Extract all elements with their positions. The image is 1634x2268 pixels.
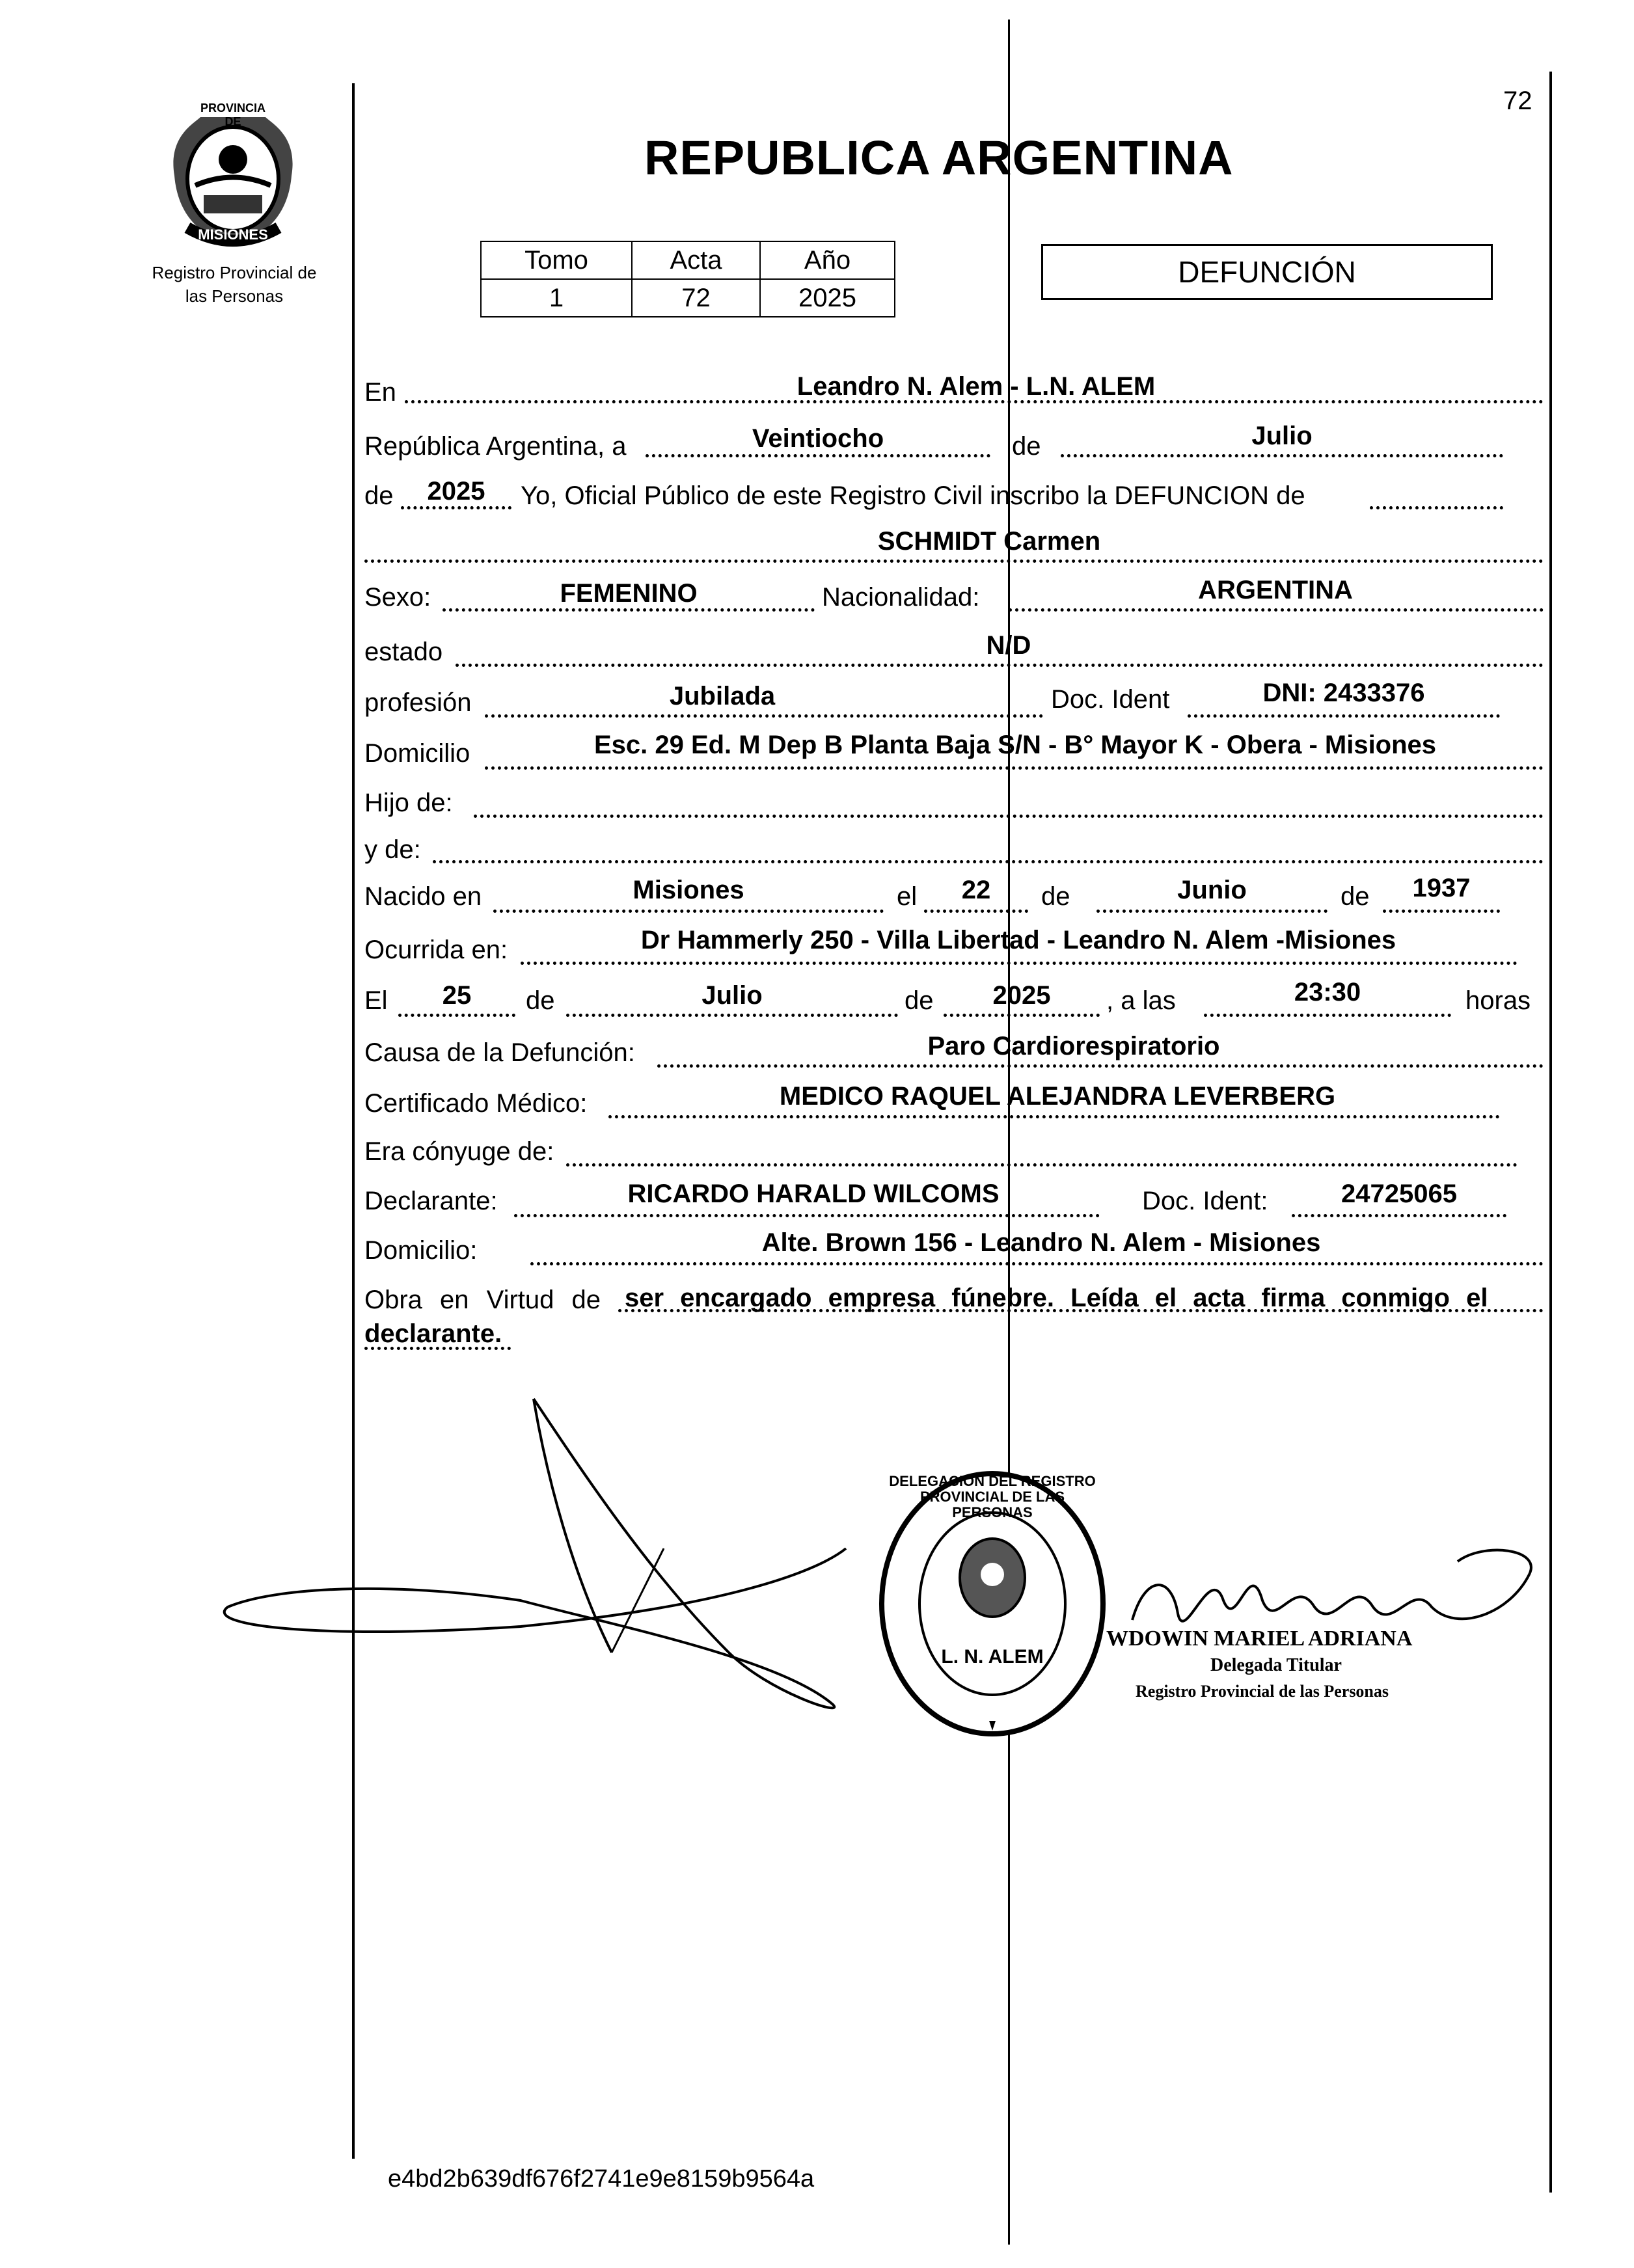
causa-line — [657, 1064, 1544, 1068]
month-line — [1061, 454, 1503, 457]
horas-label: horas — [1465, 986, 1531, 1015]
birth-month: Junio — [1177, 876, 1247, 904]
de-label-2: de — [364, 481, 394, 510]
hijo-de-line — [474, 815, 1544, 818]
stamp-center-text: L. N. ALEM — [941, 1646, 1044, 1667]
table-header-tomo: Tomo — [481, 241, 632, 279]
de-label-5: de — [526, 986, 555, 1015]
obra-line-2 — [364, 1347, 511, 1350]
conyuge-label: Era cónyuge de: — [364, 1137, 554, 1166]
seal-top-text: PROVINCIA DE — [200, 101, 266, 128]
nacionalidad-value: ARGENTINA — [1198, 576, 1353, 604]
nacido-value: Misiones — [633, 876, 744, 904]
conyuge-line — [566, 1163, 1518, 1167]
death-year: 2025 — [992, 981, 1051, 1010]
ocurrida-label: Ocurrida en: — [364, 936, 508, 964]
birth-year: 1937 — [1412, 874, 1471, 902]
el-label-2: El — [364, 986, 388, 1015]
year-line — [401, 506, 511, 509]
declarante-value: RICARDO HARALD WILCOMS — [627, 1180, 1000, 1208]
nacido-line — [493, 910, 884, 913]
stamp-ring-text: DELEGACION DEL REGISTRO PROVINCIAL DE LAS PERSONAS — [889, 1473, 1096, 1521]
estado-label: estado — [364, 638, 443, 666]
profesion-label: profesión — [364, 688, 472, 717]
declarante-label: Declarante: — [364, 1187, 498, 1215]
name-line — [364, 560, 1544, 563]
document-hash: e4bd2b639df676f2741e9e8159b9564a — [388, 2165, 815, 2193]
nacido-label: Nacido en — [364, 882, 482, 911]
registry-stamp — [875, 1467, 1110, 1740]
y-de-label: y de: — [364, 835, 421, 864]
ocurrida-line — [521, 962, 1518, 965]
de-label-3: de — [1041, 882, 1070, 911]
domicilio-value: Esc. 29 Ed. M Dep B Planta Baja S/N - B° Mayor K - Obera - Misiones — [593, 731, 1437, 759]
de-label-6: de — [905, 986, 934, 1015]
year-value: 2025 — [427, 477, 485, 506]
death-month-line — [566, 1014, 898, 1017]
en-value: Leandro N. Alem - L.N. ALEM — [797, 372, 1156, 401]
a-las-label: , a las — [1106, 986, 1176, 1015]
birth-month-line — [1096, 910, 1328, 913]
death-year-line — [944, 1014, 1100, 1017]
yo-text: Yo, Oficial Público de este Registro Civil inscribo la DEFUNCION de — [521, 481, 1305, 510]
official-title: Delegada Titular — [1210, 1655, 1342, 1675]
registry-label-line1: Registro Provincial de — [152, 263, 317, 282]
sexo-line — [443, 608, 815, 612]
province-seal-logo — [155, 98, 311, 254]
death-time-line — [1204, 1014, 1451, 1017]
doc-ident-label: Doc. Ident — [1051, 685, 1170, 714]
doc-ident-value: DNI: 2433376 — [1262, 679, 1425, 707]
record-type-box: DEFUNCIÓN — [1041, 244, 1493, 300]
causa-value: Paro Cardiorespiratorio — [927, 1032, 1220, 1060]
doc-ident-value-2: 24725065 — [1341, 1180, 1457, 1208]
death-month: Julio — [701, 981, 763, 1010]
y-de-line — [433, 860, 1544, 863]
deceased-name: SCHMIDT Carmen — [877, 527, 1101, 556]
domicilio-line-2 — [530, 1262, 1544, 1265]
table-value-tomo: 1 — [481, 279, 632, 317]
doc-ident-label-2: Doc. Ident: — [1142, 1187, 1268, 1215]
record-table — [480, 241, 895, 317]
birth-year-line — [1383, 910, 1500, 913]
month-value: Julio — [1251, 422, 1313, 450]
day-value: Veintiocho — [752, 424, 884, 453]
obra-label: Obra en Virtud de — [364, 1286, 601, 1314]
domicilio-value-2: Alte. Brown 156 - Leandro N. Alem - Misiones — [761, 1228, 1321, 1257]
de-label-4: de — [1341, 882, 1370, 911]
seal-bottom-text: MISIONES — [198, 226, 268, 243]
profesion-value: Jubilada — [669, 682, 776, 710]
certificado-label: Certificado Médico: — [364, 1089, 588, 1118]
en-label: En — [364, 378, 396, 407]
el-label: el — [897, 882, 918, 911]
table-header-anio: Año — [760, 241, 895, 279]
table-value-anio: 2025 — [760, 279, 895, 317]
certificado-line — [608, 1115, 1500, 1118]
doc-ident-line — [1188, 714, 1500, 718]
obra-line — [618, 1309, 1544, 1312]
official-office: Registro Provincial de las Personas — [1136, 1682, 1389, 1701]
causa-label: Causa de la Defunción: — [364, 1038, 635, 1067]
official-name: WDOWIN MARIEL ADRIANA — [1106, 1627, 1413, 1651]
table-header-acta: Acta — [632, 241, 760, 279]
doc-ident-line-2 — [1292, 1214, 1506, 1217]
sexo-value: FEMENINO — [560, 579, 698, 608]
estado-value: N/D — [986, 631, 1031, 660]
domicilio-line — [485, 766, 1544, 770]
death-day-line — [398, 1014, 515, 1017]
declarante-line — [514, 1214, 1100, 1217]
table-value-acta: 72 — [632, 279, 760, 317]
nacionalidad-label: Nacionalidad: — [822, 583, 980, 612]
obra-value-line1: ser encargado empresa fúnebre. Leída el acta firma conmigo el — [625, 1284, 1488, 1312]
death-day: 25 — [442, 981, 472, 1010]
day-line — [646, 454, 990, 457]
nacionalidad-line — [1009, 608, 1544, 612]
hijo-de-label: Hijo de: — [364, 789, 453, 817]
center-fold-line — [1008, 20, 1010, 2245]
ocurrida-value: Dr Hammerly 250 - Villa Libertad - Leandro N. Alem -Misiones — [640, 926, 1396, 954]
page-number: 72 — [1503, 87, 1532, 115]
profesion-line — [485, 714, 1043, 718]
domicilio-label: Domicilio — [364, 739, 470, 768]
republica-label: República Argentina, a — [364, 432, 627, 461]
yo-line-end — [1370, 506, 1503, 509]
death-time: 23:30 — [1294, 978, 1361, 1006]
registry-label-line2: las Personas — [185, 286, 284, 306]
right-margin-line — [1549, 72, 1552, 2193]
obra-value-line2: declarante. — [364, 1319, 502, 1348]
left-margin-line — [352, 83, 355, 2159]
birth-day: 22 — [961, 876, 991, 904]
domicilio-label-2: Domicilio: — [364, 1236, 478, 1265]
sexo-label: Sexo: — [364, 583, 431, 612]
estado-line — [456, 664, 1544, 667]
document-title: REPUBLICA ARGENTINA — [644, 131, 1234, 185]
birth-day-line — [924, 910, 1028, 913]
certificado-value: MEDICO RAQUEL ALEJANDRA LEVERBERG — [779, 1082, 1336, 1111]
de-label-1: de — [1012, 432, 1041, 461]
